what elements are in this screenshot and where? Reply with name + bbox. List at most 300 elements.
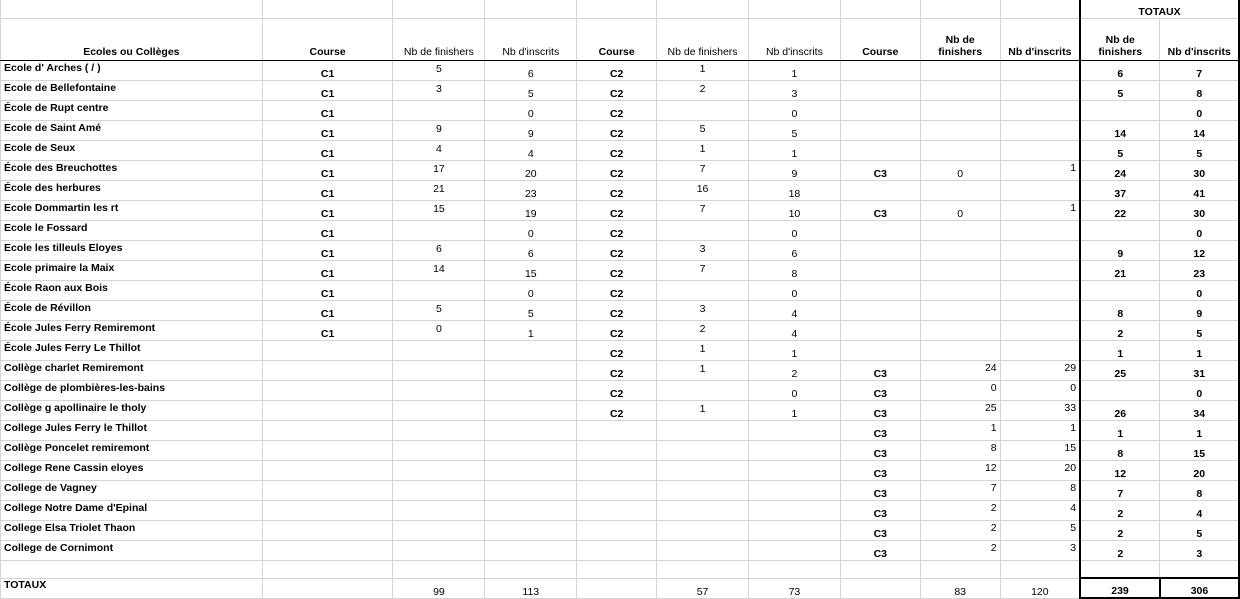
finishers-c2: 16 [657, 180, 749, 200]
finishers-c1: 4 [393, 140, 485, 160]
inscrits-c3 [1000, 80, 1080, 100]
finishers-c1: 3 [393, 80, 485, 100]
totals-inscrits-c2: 73 [748, 578, 840, 598]
table-row [1, 340, 1240, 360]
finishers-c3 [920, 180, 1000, 200]
school-name: College de Cornimont [1, 540, 263, 560]
course-c2: C2 [577, 340, 657, 360]
total-inscrits: 41 [1160, 180, 1239, 200]
inscrits-c1: 6 [485, 60, 577, 80]
course-c3 [840, 340, 920, 360]
table-row [1, 160, 1240, 180]
table-row [1, 60, 1240, 80]
course-c1 [262, 420, 393, 440]
inscrits-c1 [485, 360, 577, 380]
course-c1: C1 [262, 200, 393, 220]
finishers-c2: 7 [657, 260, 749, 280]
finishers-c2: 3 [657, 300, 749, 320]
course-c3 [840, 280, 920, 300]
table-row [1, 400, 1240, 420]
finishers-c2: 1 [657, 360, 749, 380]
total-inscrits: 5 [1160, 320, 1239, 340]
inscrits-c1 [485, 500, 577, 520]
header-schools: Ecoles ou Collèges [1, 18, 263, 60]
school-name: Ecole primaire la Maix [1, 260, 263, 280]
finishers-c3: 0 [920, 200, 1000, 220]
finishers-c3: 2 [920, 500, 1000, 520]
inscrits-c1: 23 [485, 180, 577, 200]
inscrits-c2: 1 [748, 140, 840, 160]
finishers-c3: 7 [920, 480, 1000, 500]
header-inscrits-2: Nb d'inscrits [748, 18, 840, 60]
inscrits-c1: 20 [485, 160, 577, 180]
total-inscrits: 8 [1160, 80, 1239, 100]
total-inscrits: 0 [1160, 280, 1239, 300]
inscrits-c1 [485, 540, 577, 560]
inscrits-c2: 4 [748, 320, 840, 340]
inscrits-c3 [1000, 220, 1080, 240]
finishers-c3: 2 [920, 540, 1000, 560]
inscrits-c2: 4 [748, 300, 840, 320]
inscrits-c1 [485, 340, 577, 360]
finishers-c3 [920, 320, 1000, 340]
course-c1: C1 [262, 320, 393, 340]
inscrits-c2: 1 [748, 400, 840, 420]
course-c2: C2 [577, 280, 657, 300]
table-row [1, 180, 1240, 200]
finishers-c3 [920, 140, 1000, 160]
inscrits-c3: 8 [1000, 480, 1080, 500]
total-inscrits: 31 [1160, 360, 1239, 380]
inscrits-c2: 6 [748, 240, 840, 260]
finishers-c2 [657, 420, 749, 440]
inscrits-c3: 5 [1000, 520, 1080, 540]
total-finishers: 25 [1080, 360, 1160, 380]
total-finishers: 26 [1080, 400, 1160, 420]
course-c1: C1 [262, 280, 393, 300]
course-c1: C1 [262, 60, 393, 80]
table-row [1, 140, 1240, 160]
inscrits-c1: 4 [485, 140, 577, 160]
inscrits-c2 [748, 520, 840, 540]
totals-finishers-c1: 99 [393, 578, 485, 598]
finishers-c2 [657, 100, 749, 120]
inscrits-c2: 9 [748, 160, 840, 180]
inscrits-c2: 1 [748, 340, 840, 360]
school-name: Ecole d' Arches ( / ) [1, 60, 263, 80]
school-name: Ecole de Saint Amé [1, 120, 263, 140]
school-name: College Rene Cassin eloyes [1, 460, 263, 480]
school-name: École Jules Ferry Remiremont [1, 320, 263, 340]
finishers-c1 [393, 460, 485, 480]
finishers-c3: 25 [920, 400, 1000, 420]
course-c3: C3 [840, 440, 920, 460]
inscrits-c1: 9 [485, 120, 577, 140]
course-c1: C1 [262, 140, 393, 160]
inscrits-c3: 20 [1000, 460, 1080, 480]
table-row [1, 440, 1240, 460]
course-c3 [840, 320, 920, 340]
course-c3 [840, 220, 920, 240]
empty-cell [840, 578, 920, 598]
finishers-c3 [920, 340, 1000, 360]
inscrits-c1: 0 [485, 280, 577, 300]
course-c2 [577, 500, 657, 520]
table-row [1, 380, 1240, 400]
inscrits-c1 [485, 400, 577, 420]
course-c3: C3 [840, 160, 920, 180]
course-c1: C1 [262, 240, 393, 260]
table-row [1, 100, 1240, 120]
table-row [1, 280, 1240, 300]
school-name: École Jules Ferry Le Thillot [1, 340, 263, 360]
course-c2: C2 [577, 320, 657, 340]
school-name: Ecole de Bellefontaine [1, 80, 263, 100]
finishers-c1: 6 [393, 240, 485, 260]
total-finishers: 2 [1080, 540, 1160, 560]
total-inscrits: 5 [1160, 140, 1239, 160]
total-finishers: 7 [1080, 480, 1160, 500]
table-row [1, 480, 1240, 500]
course-c1 [262, 360, 393, 380]
school-name: École Raon aux Bois [1, 280, 263, 300]
inscrits-c1 [485, 440, 577, 460]
course-c3: C3 [840, 380, 920, 400]
course-c1: C1 [262, 80, 393, 100]
school-name: College Elsa Triolet Thaon [1, 520, 263, 540]
total-finishers: 5 [1080, 140, 1160, 160]
inscrits-c1: 0 [485, 100, 577, 120]
header-total-finishers: Nb de finishers [1080, 18, 1160, 60]
inscrits-c2: 0 [748, 220, 840, 240]
course-c1: C1 [262, 180, 393, 200]
total-inscrits: 9 [1160, 300, 1239, 320]
course-c2: C2 [577, 300, 657, 320]
finishers-c2 [657, 220, 749, 240]
total-finishers: 8 [1080, 440, 1160, 460]
finishers-c3 [920, 300, 1000, 320]
course-c3 [840, 140, 920, 160]
inscrits-c1: 0 [485, 220, 577, 240]
course-c3 [840, 240, 920, 260]
course-c1 [262, 480, 393, 500]
header-inscrits-1: Nb d'inscrits [485, 18, 577, 60]
total-finishers [1080, 380, 1160, 400]
course-c2: C2 [577, 100, 657, 120]
total-finishers: 2 [1080, 520, 1160, 540]
course-c2 [577, 440, 657, 460]
course-c2: C2 [577, 180, 657, 200]
total-finishers [1080, 100, 1160, 120]
total-finishers: 2 [1080, 500, 1160, 520]
total-finishers [1080, 280, 1160, 300]
course-c1 [262, 440, 393, 460]
table-row [1, 120, 1240, 140]
header-row [1, 18, 1240, 60]
inscrits-c2 [748, 540, 840, 560]
total-finishers: 1 [1080, 420, 1160, 440]
total-finishers: 24 [1080, 160, 1160, 180]
totals-inscrits-c3: 120 [1000, 578, 1080, 598]
inscrits-c2 [748, 500, 840, 520]
inscrits-c3: 15 [1000, 440, 1080, 460]
inscrits-c2: 0 [748, 100, 840, 120]
course-c3: C3 [840, 480, 920, 500]
empty-cell [577, 578, 657, 598]
inscrits-c2: 8 [748, 260, 840, 280]
totals-row [1, 578, 1240, 598]
inscrits-c3 [1000, 180, 1080, 200]
school-name: École des Breuchottes [1, 160, 263, 180]
finishers-c3: 2 [920, 520, 1000, 540]
finishers-c2: 1 [657, 340, 749, 360]
finishers-c1: 14 [393, 260, 485, 280]
finishers-c2 [657, 540, 749, 560]
table-row [1, 420, 1240, 440]
totals-inscrits-c1: 113 [485, 578, 577, 598]
finishers-c2 [657, 460, 749, 480]
course-c3: C3 [840, 200, 920, 220]
course-c2 [577, 480, 657, 500]
course-c2: C2 [577, 260, 657, 280]
finishers-c1 [393, 420, 485, 440]
total-inscrits: 30 [1160, 160, 1239, 180]
finishers-c2: 1 [657, 400, 749, 420]
total-inscrits: 14 [1160, 120, 1239, 140]
school-name: Collège g apollinaire le tholy [1, 400, 263, 420]
course-c1 [262, 540, 393, 560]
table-row [1, 520, 1240, 540]
course-c3: C3 [840, 520, 920, 540]
totals-title: TOTAUX [1080, 0, 1239, 18]
inscrits-c2: 10 [748, 200, 840, 220]
finishers-c2 [657, 280, 749, 300]
total-inscrits: 20 [1160, 460, 1239, 480]
inscrits-c3: 1 [1000, 160, 1080, 180]
course-c2: C2 [577, 160, 657, 180]
finishers-c1: 21 [393, 180, 485, 200]
inscrits-c3: 1 [1000, 420, 1080, 440]
header-finishers-1: Nb de finishers [393, 18, 485, 60]
total-finishers: 9 [1080, 240, 1160, 260]
finishers-c1: 17 [393, 160, 485, 180]
course-c1: C1 [262, 300, 393, 320]
course-c2: C2 [577, 80, 657, 100]
finishers-c2: 7 [657, 160, 749, 180]
finishers-c2: 1 [657, 140, 749, 160]
inscrits-c2: 1 [748, 60, 840, 80]
finishers-c3 [920, 80, 1000, 100]
finishers-c2: 7 [657, 200, 749, 220]
inscrits-c1: 5 [485, 80, 577, 100]
finishers-c1 [393, 100, 485, 120]
inscrits-c3: 4 [1000, 500, 1080, 520]
inscrits-c3 [1000, 240, 1080, 260]
course-c2 [577, 420, 657, 440]
finishers-c1 [393, 500, 485, 520]
finishers-c2: 1 [657, 60, 749, 80]
inscrits-c3 [1000, 140, 1080, 160]
header-course-3: Course [840, 18, 920, 60]
totals-banner-row [1, 0, 1240, 18]
totals-label: TOTAUX [1, 578, 263, 598]
school-name: Ecole Dommartin les rt [1, 200, 263, 220]
finishers-c2 [657, 520, 749, 540]
inscrits-c2: 0 [748, 280, 840, 300]
course-c3: C3 [840, 500, 920, 520]
grand-total-inscrits: 306 [1160, 578, 1239, 598]
inscrits-c1 [485, 460, 577, 480]
inscrits-c1 [485, 380, 577, 400]
finishers-c3: 1 [920, 420, 1000, 440]
total-finishers: 1 [1080, 340, 1160, 360]
finishers-c3: 12 [920, 460, 1000, 480]
total-finishers: 5 [1080, 80, 1160, 100]
total-finishers [1080, 220, 1160, 240]
course-c2: C2 [577, 60, 657, 80]
finishers-c1 [393, 400, 485, 420]
inscrits-c2 [748, 420, 840, 440]
course-c2 [577, 460, 657, 480]
inscrits-c2 [748, 440, 840, 460]
school-name: Ecole le Fossard [1, 220, 263, 240]
course-c3 [840, 300, 920, 320]
grand-total-finishers: 239 [1080, 578, 1160, 598]
table-row [1, 300, 1240, 320]
inscrits-c3 [1000, 120, 1080, 140]
course-c1: C1 [262, 120, 393, 140]
table-row [1, 500, 1240, 520]
inscrits-c2: 0 [748, 380, 840, 400]
finishers-c3 [920, 240, 1000, 260]
course-c2: C2 [577, 200, 657, 220]
inscrits-c3 [1000, 60, 1080, 80]
finishers-c1 [393, 520, 485, 540]
finishers-c1 [393, 220, 485, 240]
finishers-c3 [920, 220, 1000, 240]
course-c3: C3 [840, 360, 920, 380]
inscrits-c1 [485, 480, 577, 500]
inscrits-c3: 0 [1000, 380, 1080, 400]
total-inscrits: 0 [1160, 220, 1239, 240]
inscrits-c2: 3 [748, 80, 840, 100]
total-inscrits: 30 [1160, 200, 1239, 220]
inscrits-c3: 33 [1000, 400, 1080, 420]
table-row [1, 260, 1240, 280]
course-c1: C1 [262, 100, 393, 120]
course-c3: C3 [840, 460, 920, 480]
total-finishers: 14 [1080, 120, 1160, 140]
total-finishers: 37 [1080, 180, 1160, 200]
table-row [1, 80, 1240, 100]
course-c2: C2 [577, 380, 657, 400]
total-inscrits: 7 [1160, 60, 1239, 80]
course-c2 [577, 520, 657, 540]
course-c1: C1 [262, 220, 393, 240]
course-c3 [840, 60, 920, 80]
finishers-c2 [657, 500, 749, 520]
course-c3 [840, 100, 920, 120]
finishers-c1 [393, 380, 485, 400]
finishers-c3: 0 [920, 160, 1000, 180]
total-finishers: 8 [1080, 300, 1160, 320]
inscrits-c3 [1000, 260, 1080, 280]
total-finishers: 21 [1080, 260, 1160, 280]
inscrits-c1: 5 [485, 300, 577, 320]
inscrits-c1: 6 [485, 240, 577, 260]
course-c3 [840, 120, 920, 140]
inscrits-c2 [748, 480, 840, 500]
header-total-inscrits: Nb d'inscrits [1160, 18, 1239, 60]
header-course-2: Course [577, 18, 657, 60]
course-c1 [262, 500, 393, 520]
finishers-c2: 2 [657, 320, 749, 340]
course-c2: C2 [577, 400, 657, 420]
total-inscrits: 23 [1160, 260, 1239, 280]
course-c2: C2 [577, 220, 657, 240]
school-name: Ecole de Seux [1, 140, 263, 160]
inscrits-c2 [748, 460, 840, 480]
total-inscrits: 0 [1160, 100, 1239, 120]
finishers-c1 [393, 440, 485, 460]
header-inscrits-3: Nb d'inscrits [1000, 18, 1080, 60]
finishers-c3 [920, 100, 1000, 120]
school-name: College Notre Dame d'Epinal [1, 500, 263, 520]
finishers-c1: 9 [393, 120, 485, 140]
finishers-c3 [920, 280, 1000, 300]
header-finishers-2: Nb de finishers [657, 18, 749, 60]
total-inscrits: 1 [1160, 420, 1239, 440]
total-finishers: 22 [1080, 200, 1160, 220]
school-name: École de Rupt centre [1, 100, 263, 120]
course-c1 [262, 380, 393, 400]
finishers-c1 [393, 360, 485, 380]
finishers-c2 [657, 440, 749, 460]
school-name: Collège Poncelet remiremont [1, 440, 263, 460]
finishers-c2: 2 [657, 80, 749, 100]
finishers-c1: 5 [393, 300, 485, 320]
total-inscrits: 8 [1160, 480, 1239, 500]
finishers-c1 [393, 280, 485, 300]
total-inscrits: 5 [1160, 520, 1239, 540]
course-c1 [262, 460, 393, 480]
course-c3 [840, 80, 920, 100]
finishers-c1 [393, 340, 485, 360]
course-c2: C2 [577, 120, 657, 140]
total-finishers: 12 [1080, 460, 1160, 480]
inscrits-c3: 1 [1000, 200, 1080, 220]
table-row [1, 540, 1240, 560]
inscrits-c2: 18 [748, 180, 840, 200]
inscrits-c1: 15 [485, 260, 577, 280]
course-c2 [577, 540, 657, 560]
school-name: École de Révillon [1, 300, 263, 320]
total-inscrits: 34 [1160, 400, 1239, 420]
course-c1 [262, 400, 393, 420]
school-name: École des herbures [1, 180, 263, 200]
total-inscrits: 0 [1160, 380, 1239, 400]
course-c1 [262, 520, 393, 540]
finishers-c3: 0 [920, 380, 1000, 400]
inscrits-c1 [485, 520, 577, 540]
table-row [1, 200, 1240, 220]
school-name: Collège de plombières-les-bains [1, 380, 263, 400]
spacer-row [1, 560, 1240, 578]
course-c3 [840, 180, 920, 200]
inscrits-c1: 19 [485, 200, 577, 220]
empty-cell [262, 578, 393, 598]
total-inscrits: 4 [1160, 500, 1239, 520]
